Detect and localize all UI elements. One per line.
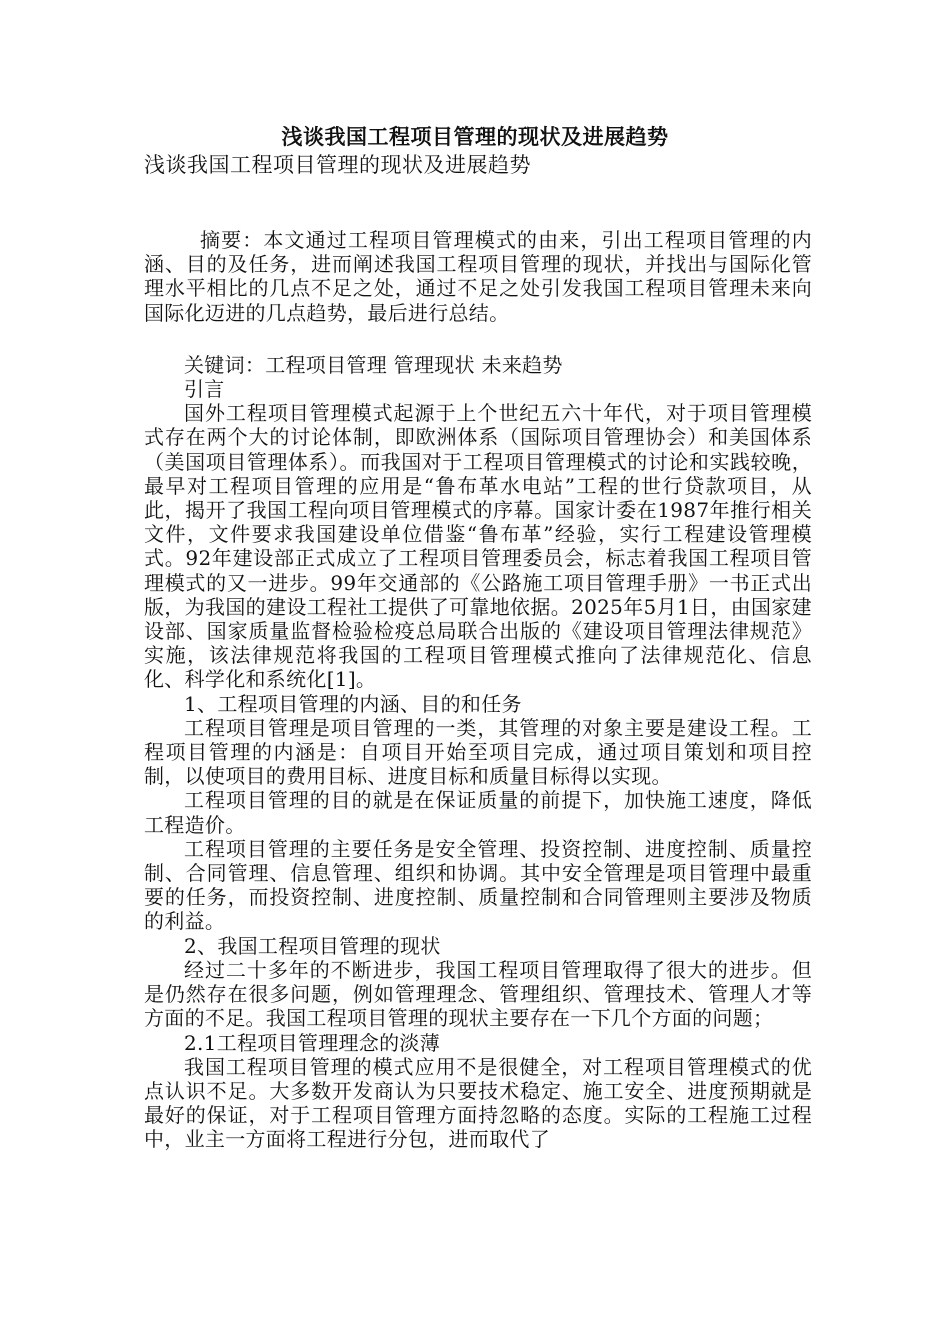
section-heading-1: 1、工程项目管理的内涵、目的和任务 <box>184 691 522 716</box>
body-paragraph: 工程项目管理的主要任务是安全管理、投资控制、进度控制、质量控制、合同管理、信息管理、组织和协调。其中安全管理是项目管理中最重要的任务，而投资控制、进度控制、质量控制和合同管理则主要涉及物质的利益。 <box>144 836 812 934</box>
document-title: 浅谈我国工程项目管理的现状及进展趋势 <box>281 124 669 149</box>
section-heading-2: 2、我国工程项目管理的现状 <box>184 933 441 958</box>
body-paragraph: 国外工程项目管理模式起源于上个世纪五六十年代，对于项目管理模式存在两个大的讨论体制，即欧洲体系（国际项目管理协会）和美国体系（美国项目管理体系）。而我国对于工程项目管理模式的讨论和实践较晚，最早对工程项目管理的应用是“鲁布革水电站”工程的世行贷款项目，从此，揭开了我国工程向项目管理模式的序幕。国家计委在1987年推行相关文件，文件要求我国建设单位借鉴“鲁布革”经验，实行工程建设管理模式。92年建设部正式成立了工程项目管理委员会，标志着我国工程项目管理模式的又一进步。99年交通部的《公路施工项目管理手册》一书正式出版，为我国的建设工程社工提供了可靠地依据。2025年5月1日，由国家建设部、国家质量监督检验检疫总局联合出版的《建设项目管理法律规范》实施，该法律规范将我国的工程项目管理模式推向了法律规范化、信息化、科学化和系统化[1]。 <box>144 401 812 692</box>
body-paragraph: 工程项目管理的目的就是在保证质量的前提下，加快施工速度，降低工程造价。 <box>144 788 812 837</box>
keywords-line: 关键词：工程项目管理 管理现状 未来趋势 <box>184 352 563 377</box>
abstract-paragraph: 摘要：本文通过工程项目管理模式的由来，引出工程项目管理的内涵、目的及任务，进而阐述我国工程项目管理的现状，并找出与国际化管理水平相比的几点不足之处，通过不足之处引发我国工程项目管理未来向国际化迈进的几点趋势，最后进行总结。 <box>144 228 812 325</box>
body-paragraph: 我国工程项目管理的模式应用不是很健全，对工程项目管理模式的优点认识不足。大多数开发商认为只要技术稳定、施工安全、进度预期就是最好的保证，对于工程项目管理方面持忽略的态度。实际的工程施工过程中，业主一方面将工程进行分包，进而取代了 <box>144 1054 812 1152</box>
section-heading-2-1: 2.1工程项目管理理念的淡薄 <box>184 1030 441 1055</box>
section-heading-introduction: 引言 <box>184 377 225 402</box>
body-paragraph: 经过二十多年的不断进步，我国工程项目管理取得了很大的进步。但是仍然存在很多问题，例如管理理念、管理组织、管理技术、管理人才等方面的不足。我国工程项目管理的现状主要存在一下几个方面的问题； <box>144 957 812 1031</box>
document-subtitle: 浅谈我国工程项目管理的现状及进展趋势 <box>144 153 531 177</box>
document-body <box>144 200 812 1152</box>
body-paragraph: 工程项目管理是项目管理的一类，其管理的对象主要是建设工程。工程项目管理的内涵是：自项目开始至项目完成，通过项目策划和项目控制，以使项目的费用目标、进度目标和质量目标得以实现。 <box>144 715 812 789</box>
